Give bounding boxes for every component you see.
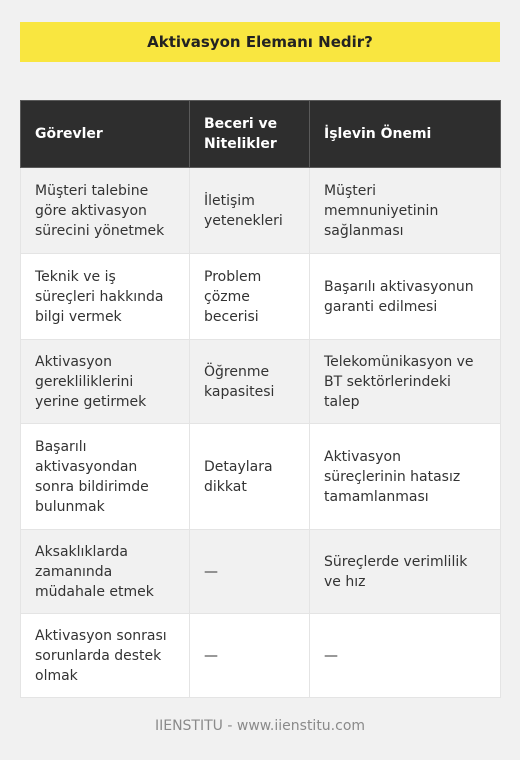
footer-credit: IIENSTITU - www.iienstitu.com xyxy=(154,718,366,734)
table-cell: Aktivasyon süreçlerinin hatasız tamamlanması xyxy=(310,424,501,530)
table-cell: Aktivasyon gerekliliklerini yerine getirmek xyxy=(21,340,190,424)
table-header-row xyxy=(21,101,501,168)
info-table xyxy=(20,100,501,698)
table-cell: Telekomünikasyon ve BT sektörlerindeki talep xyxy=(310,340,501,424)
header-tasks: Görevler xyxy=(21,101,190,168)
table-cell: Başarılı aktivasyondan sonra bildirimde bulunmak xyxy=(21,424,190,530)
table-cell: Detaylara dikkat xyxy=(190,424,310,530)
table-cell: — xyxy=(190,530,310,614)
table-row xyxy=(21,614,501,698)
header-importance: İşlevin Önemi xyxy=(310,101,501,168)
table-cell: Müşteri memnuniyetinin sağlanması xyxy=(310,168,501,254)
table-cell: Öğrenme kapasitesi xyxy=(190,340,310,424)
table-cell: Müşteri talebine göre aktivasyon sürecini yönetmek xyxy=(21,168,190,254)
table-row xyxy=(21,424,501,530)
table-cell: — xyxy=(190,614,310,698)
title-banner xyxy=(20,22,500,62)
table-row xyxy=(21,254,501,340)
table-cell: Başarılı aktivasyonun garanti edilmesi xyxy=(310,254,501,340)
table-cell: — xyxy=(310,614,501,698)
table-cell: Aktivasyon sonrası sorunlarda destek olmak xyxy=(21,614,190,698)
table-row xyxy=(21,530,501,614)
table-row xyxy=(21,340,501,424)
table-cell: Süreçlerde verimlilik ve hız xyxy=(310,530,501,614)
table-cell: Problem çözme becerisi xyxy=(190,254,310,340)
table-cell: İletişim yetenekleri xyxy=(190,168,310,254)
header-skills: Beceri ve Nitelikler xyxy=(190,101,310,168)
page-title: Aktivasyon Elemanı Nedir? xyxy=(147,33,373,51)
table-row xyxy=(21,168,501,254)
table-cell: Aksaklıklarda zamanında müdahale etmek xyxy=(21,530,190,614)
table-cell: Teknik ve iş süreçleri hakkında bilgi vermek xyxy=(21,254,190,340)
